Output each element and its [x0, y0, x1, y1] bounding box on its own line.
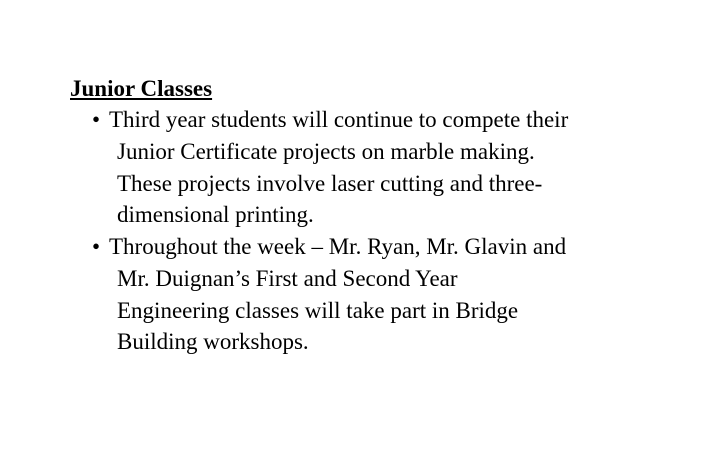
bullet-marker: • — [92, 107, 101, 132]
bullet-line: Engineering classes will take part in Bridge — [117, 297, 519, 323]
bullet-line: Mr. Duignan’s First and Second Year — [117, 265, 458, 291]
bullet-text: Third year students will continue to compete their — [109, 107, 569, 132]
bullet-line — [92, 104, 568, 136]
bullet-text: Throughout the week – Mr. Ryan, Mr. Glavin and — [109, 234, 567, 259]
bullet-line: dimensional printing. — [117, 202, 314, 228]
bullet-line: Junior Certificate projects on marble making. — [117, 138, 535, 164]
bullet-item — [92, 104, 568, 231]
bullet-line: Building workshops. — [117, 329, 309, 355]
bullet-marker: • — [92, 234, 101, 259]
bullet-item — [92, 231, 566, 358]
section-heading: Junior Classes — [70, 76, 213, 101]
bullet-line — [92, 231, 566, 263]
bullet-line: These projects involve laser cutting and three- — [117, 170, 543, 196]
